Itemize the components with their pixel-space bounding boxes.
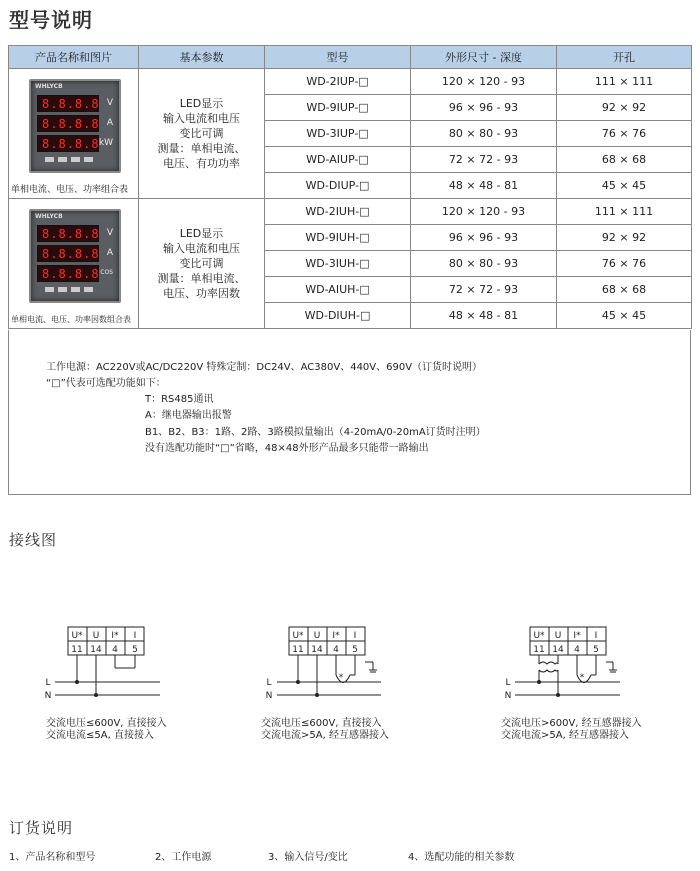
- svg-text:I*: I*: [111, 631, 119, 641]
- svg-text:5: 5: [593, 645, 599, 655]
- svg-text:*: *: [338, 673, 344, 683]
- svg-text:5: 5: [352, 645, 358, 655]
- svg-text:14: 14: [311, 645, 323, 655]
- svg-text:L: L: [266, 678, 272, 688]
- svg-text:4: 4: [333, 645, 339, 655]
- product-caption: 单相电流、电压、功率组合表: [11, 185, 129, 195]
- size-cell: 72 × 72 - 93: [411, 277, 557, 303]
- wiring-svg: [40, 620, 170, 710]
- order-item: 4、选配功能的相关参数: [408, 852, 515, 863]
- model-table: [8, 45, 692, 329]
- svg-text:14: 14: [552, 645, 564, 655]
- notes-box: [8, 330, 691, 495]
- hole-cell: 92 × 92: [557, 225, 692, 251]
- wiring-note: 交流电压≤600V, 直接接入 交流电流>5A, 经互感器接入: [261, 718, 389, 741]
- col-header-model: 型号: [265, 46, 411, 69]
- svg-text:I: I: [353, 631, 357, 641]
- model-cell: WD-3IUP-□: [265, 121, 411, 147]
- svg-text:I: I: [594, 631, 598, 641]
- meter-image: WHLYCB 8.8.8.8 V 8.8.8.8 A 8.8.8.8 COS: [29, 209, 121, 303]
- svg-text:I: I: [133, 631, 137, 641]
- svg-text:5: 5: [132, 645, 138, 655]
- svg-text:U: U: [554, 631, 562, 641]
- svg-text:N: N: [504, 691, 512, 701]
- model-cell: WD-AIUH-□: [265, 277, 411, 303]
- note-option-b: B1、B2、B3：1路、2路、3路模拟量输出（4-20mA/0-20mA订货时注明）: [145, 427, 486, 438]
- note-option-none: 没有选配功能时“□”省略，48×48外形产品最多只能带一路输出: [145, 443, 429, 454]
- svg-text:I*: I*: [573, 631, 581, 641]
- section-title-wiring: 接线图: [9, 531, 58, 549]
- section-title-order: 订货说明: [9, 819, 74, 837]
- model-cell: WD-2IUP-□: [265, 69, 411, 95]
- svg-text:L: L: [45, 678, 51, 688]
- product-caption: 单相电流、电压、功率因数组合表: [11, 315, 131, 324]
- wiring-svg: [495, 620, 635, 710]
- svg-text:U: U: [92, 631, 100, 641]
- svg-text:11: 11: [71, 645, 83, 655]
- hole-cell: 45 × 45: [557, 173, 692, 199]
- hole-cell: 92 × 92: [557, 95, 692, 121]
- model-cell: WD-AIUP-□: [265, 147, 411, 173]
- size-cell: 72 × 72 - 93: [411, 147, 557, 173]
- svg-text:4: 4: [574, 645, 580, 655]
- wiring-svg: [255, 620, 395, 710]
- model-cell: WD-DIUH-□: [265, 303, 411, 329]
- svg-text:N: N: [44, 691, 52, 701]
- wiring-note: 交流电压>600V, 经互感器接入 交流电流>5A, 经互感器接入: [501, 718, 642, 741]
- hole-cell: 68 × 68: [557, 147, 692, 173]
- note-option-t: T：RS485通讯: [145, 394, 214, 405]
- svg-text:14: 14: [90, 645, 102, 655]
- svg-text:U*: U*: [71, 631, 83, 641]
- size-cell: 48 × 48 - 81: [411, 173, 557, 199]
- model-cell: WD-3IUH-□: [265, 251, 411, 277]
- model-cell: WD-9IUH-□: [265, 225, 411, 251]
- size-cell: 120 × 120 - 93: [411, 199, 557, 225]
- model-cell: WD-2IUH-□: [265, 199, 411, 225]
- svg-text:*: *: [579, 673, 585, 683]
- size-cell: 120 × 120 - 93: [411, 69, 557, 95]
- hole-cell: 111 × 111: [557, 199, 692, 225]
- col-header-hole: 开孔: [557, 46, 692, 69]
- svg-text:4: 4: [112, 645, 118, 655]
- hole-cell: 111 × 111: [557, 69, 692, 95]
- svg-text:I*: I*: [332, 631, 340, 641]
- size-cell: 96 × 96 - 93: [411, 225, 557, 251]
- svg-text:L: L: [505, 678, 511, 688]
- note-power: 工作电源：AC220V或AC/DC220V 特殊定制：DC24V、AC380V、440V、690V（订货时说明）: [46, 362, 483, 373]
- section-title-model: 型号说明: [9, 8, 93, 32]
- product-cell-pf-meter: [9, 199, 139, 329]
- size-cell: 80 × 80 - 93: [411, 251, 557, 277]
- size-cell: 96 × 96 - 93: [411, 95, 557, 121]
- params-cell: LED显示 输入电流和电压 变比可调 测量：单相电流、 电压、功率因数: [139, 199, 265, 329]
- model-cell: WD-DIUP-□: [265, 173, 411, 199]
- col-header-params: 基本参数: [139, 46, 265, 69]
- hole-cell: 76 × 76: [557, 121, 692, 147]
- table-row: [9, 69, 692, 95]
- hole-cell: 68 × 68: [557, 277, 692, 303]
- col-header-product: 产品名称和图片: [9, 46, 139, 69]
- note-option-a: A：继电器输出报警: [145, 410, 232, 421]
- table-header-row: [9, 46, 692, 69]
- size-cell: 80 × 80 - 93: [411, 121, 557, 147]
- col-header-size: 外形尺寸 - 深度: [411, 46, 557, 69]
- meter-image: WHLYCB 8.8.8.8 V 8.8.8.8 A 8.8.8.8 kW: [29, 79, 121, 173]
- svg-text:U*: U*: [533, 631, 545, 641]
- wiring-note: 交流电压≤600V, 直接接入 交流电流≤5A, 直接接入: [46, 718, 167, 741]
- svg-text:N: N: [265, 691, 273, 701]
- order-item: 1、产品名称和型号: [9, 852, 96, 863]
- hole-cell: 76 × 76: [557, 251, 692, 277]
- svg-text:11: 11: [292, 645, 304, 655]
- product-cell-power-meter: [9, 69, 139, 199]
- note-option-intro: “□”代表可选配功能如下：: [46, 378, 166, 389]
- meter-brand: WHLYCB: [35, 83, 63, 90]
- params-cell: LED显示 输入电流和电压 变比可调 测量：单相电流、 电压、有功功率: [139, 69, 265, 199]
- svg-text:U: U: [313, 631, 321, 641]
- order-item: 3、输入信号/变比: [268, 852, 348, 863]
- size-cell: 48 × 48 - 81: [411, 303, 557, 329]
- table-row: [9, 199, 692, 225]
- model-cell: WD-9IUP-□: [265, 95, 411, 121]
- hole-cell: 45 × 45: [557, 303, 692, 329]
- meter-brand: WHLYCB: [35, 213, 63, 220]
- svg-text:U*: U*: [292, 631, 304, 641]
- svg-text:11: 11: [533, 645, 545, 655]
- order-item: 2、工作电源: [155, 852, 212, 863]
